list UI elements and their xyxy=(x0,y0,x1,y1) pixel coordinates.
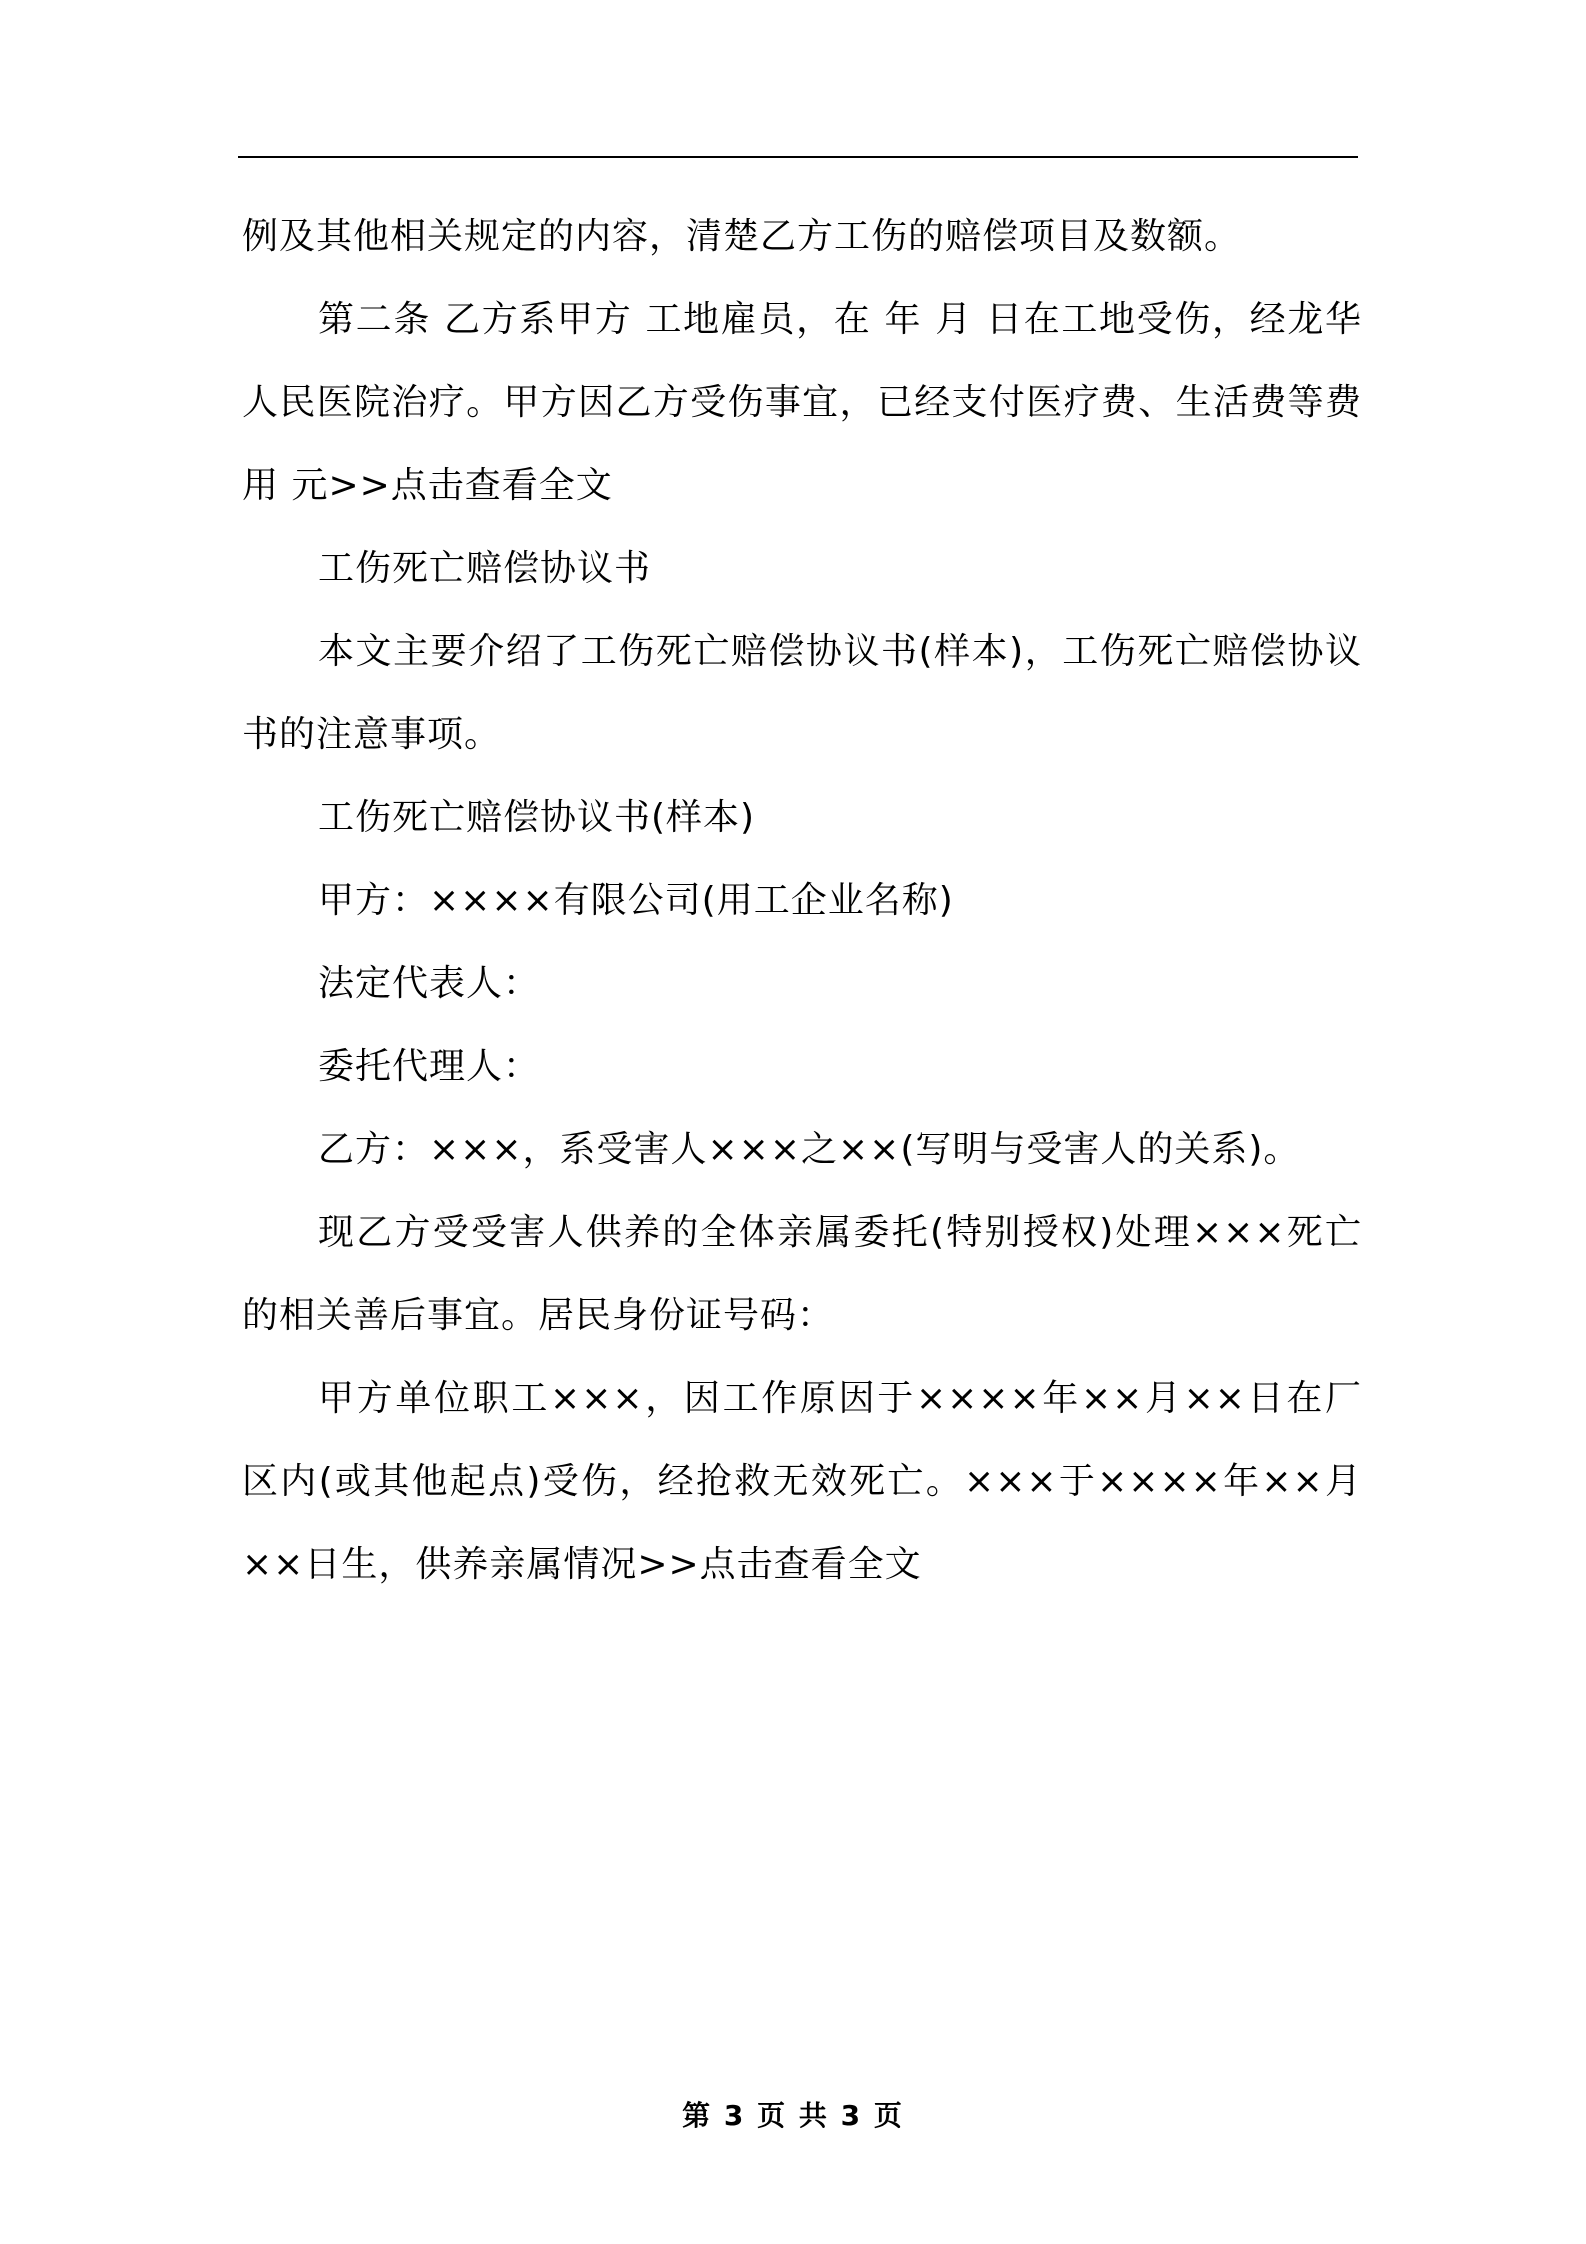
party-b-line: 乙方：×××，系受害人×××之××(写明与受害人的关系)。 xyxy=(318,1129,1301,1170)
authorized-agent-line: 委托代理人： xyxy=(318,1046,541,1087)
party-a-line: 甲方：××××有限公司(用工企业名称) xyxy=(318,880,954,921)
paragraph-continuation: 例及其他相关规定的内容，清楚乙方工伤的赔偿项目及数额。 xyxy=(242,216,1242,257)
paragraph-incident: 甲方单位职工×××，因工作原因于××××年××月××日在厂区内(或其他起点)受伤，经抢救无效死亡。×××于××××年××月××日生，供养亲属情况>>点击查看全文 xyxy=(242,1378,1362,1585)
legal-representative-line: 法定代表人： xyxy=(318,963,541,1004)
page-number: 第 3 页 共 3 页 xyxy=(682,2099,904,2132)
document-body xyxy=(242,195,1362,1606)
paragraph-intro: 本文主要介绍了工伤死亡赔偿协议书(样本)，工伤死亡赔偿协议书的注意事项。 xyxy=(242,631,1362,755)
section-title: 工伤死亡赔偿协议书 xyxy=(318,548,652,589)
sample-title: 工伤死亡赔偿协议书(样本) xyxy=(318,797,756,838)
paragraph-entrustment: 现乙方受受害人供养的全体亲属委托(特别授权)处理×××死亡的相关善后事宜。居民身份证号码： xyxy=(242,1212,1362,1336)
header-rule xyxy=(238,156,1358,158)
paragraph-article-two: 第二条 乙方系甲方 工地雇员，在 年 月 日在工地受伤，经龙华人民医院治疗。甲方因乙方受伤事宜，已经支付医疗费、生活费等费用 元>>点击查看全文 xyxy=(242,299,1362,506)
